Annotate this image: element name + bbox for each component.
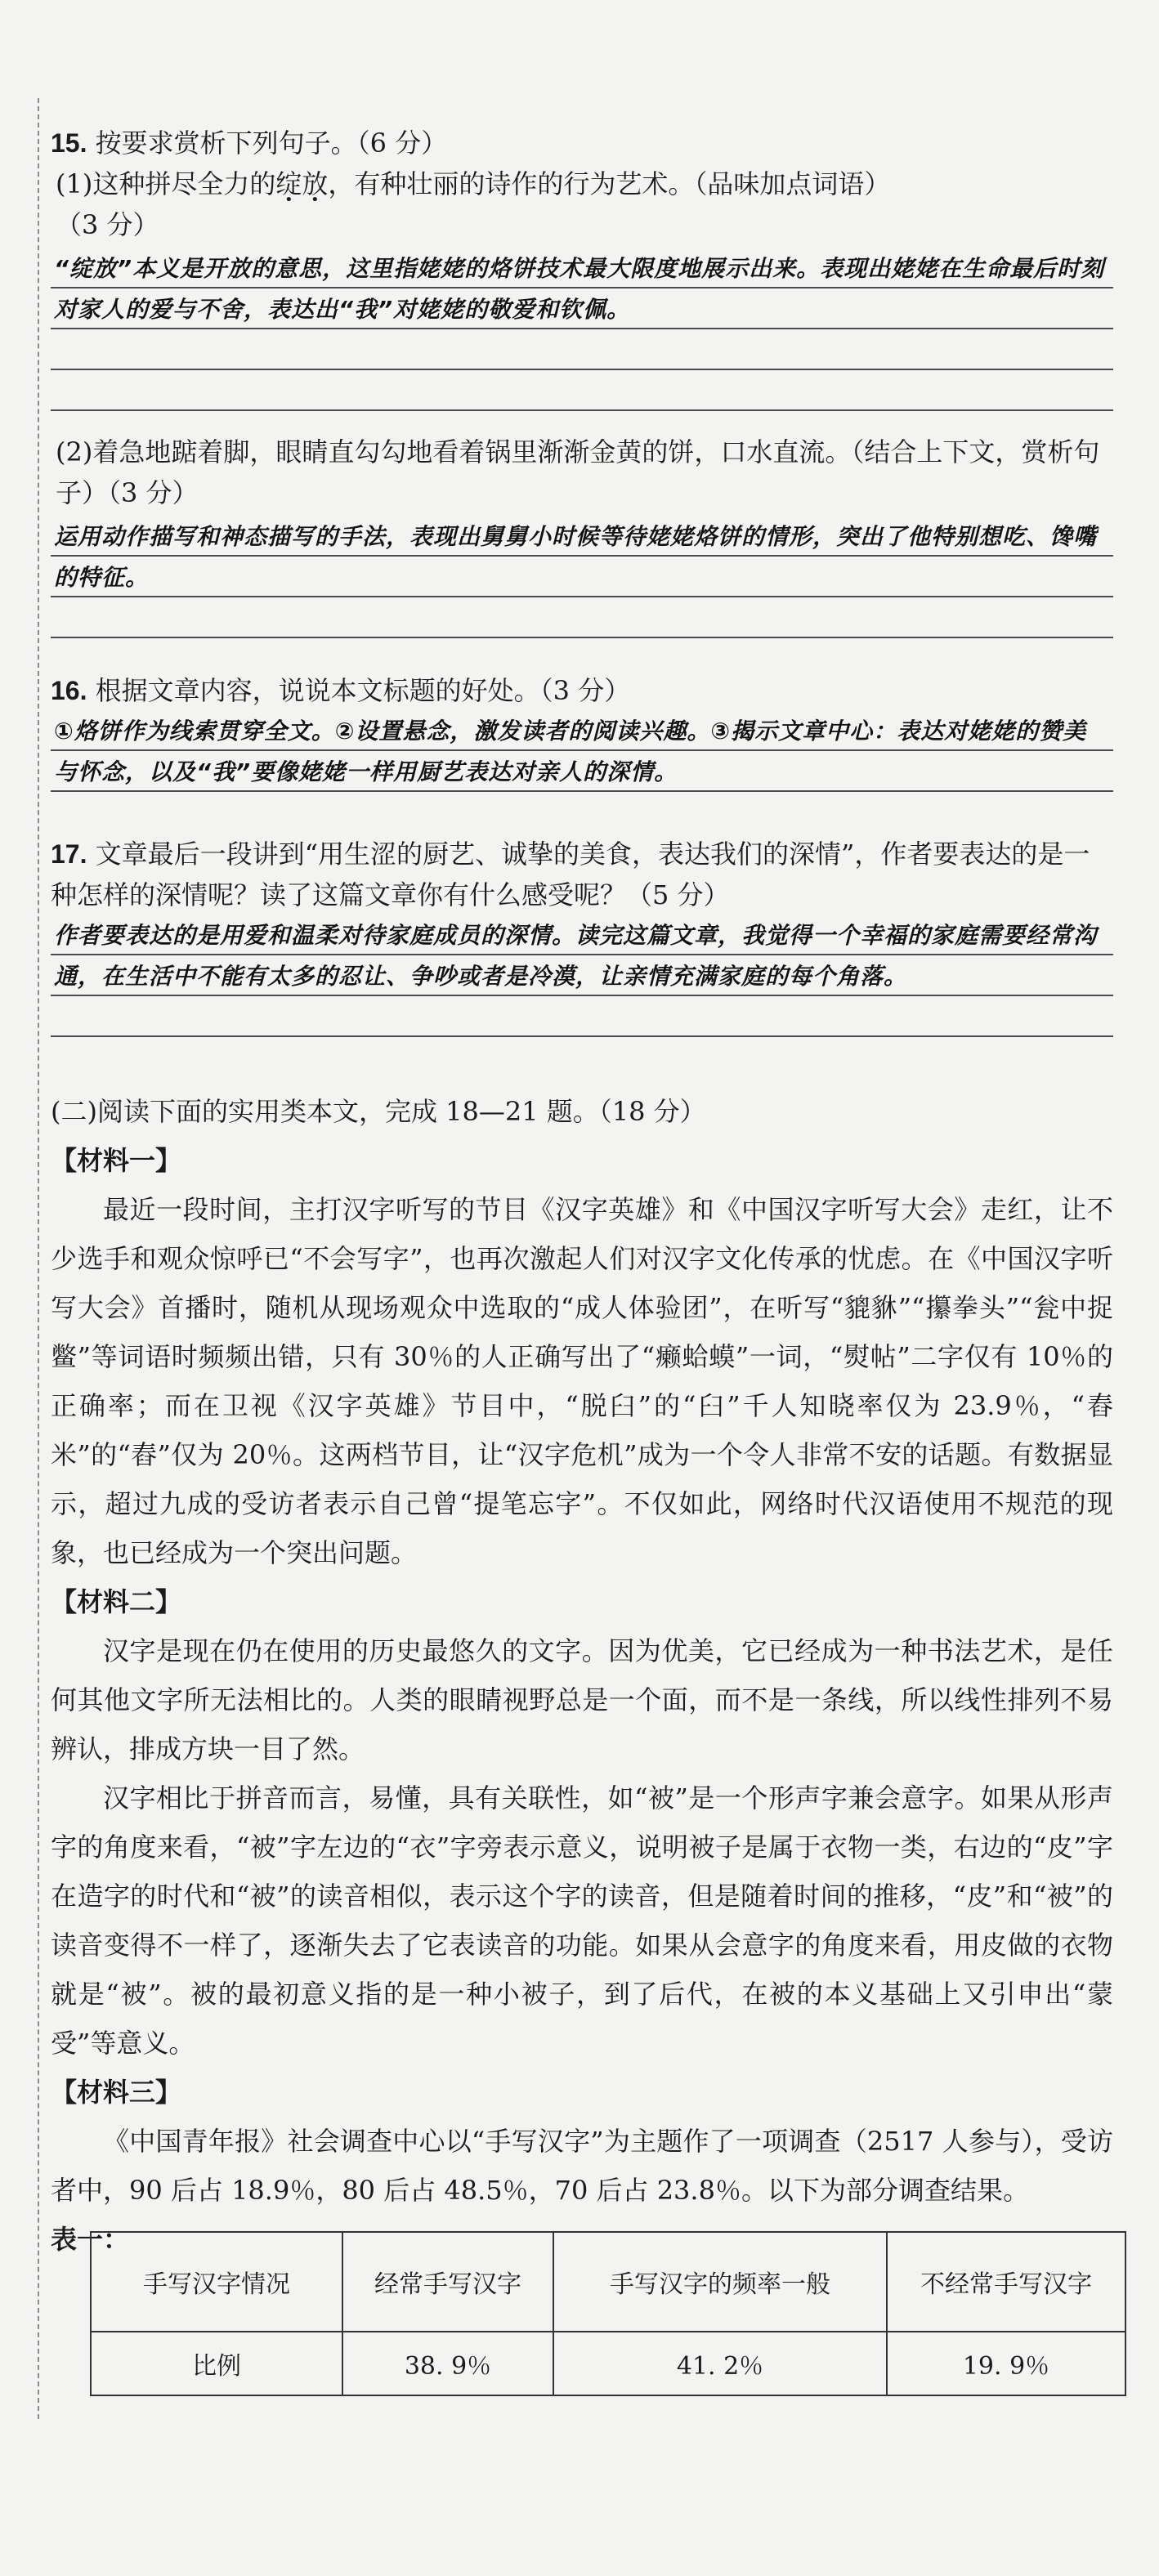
q15-part1 [51,163,1113,245]
material-1-text: 最近一段时间，主打汉字听写的节目《汉字英雄》和《中国汉字听写大会》走红，让不少选手和观众惊呼已“不会写字”，也再次激起人们对汉字文化传承的忧虑。在《中国汉字听写大会》首播时，随机从现场观众中选取的“成人体验团”，在听写“貔貅”“攥拳头”“瓮中捉鳖”等词语时频频出错，只有 30％的人正确写出了“癞蛤蟆”一词，“熨帖”二字仅有 10％的正确率；而在卫视《汉字英雄》节目中，“脱臼”的“臼”千人知晓率仅为 23.9％，“舂米”的“舂”仅为 20％。这两档节目，让“汉字危机”成为一个令人非常不安的话题。有数据显示，超过九成的受访者表示自己曾“提笔忘字”。不仅如此，网络时代汉语使用不规范的现象，也已经成为一个突出问题。 [51,1194,1113,1568]
q15-part1-score: （3 分） [56,209,159,240]
q16-prompt [51,670,1113,711]
section-2-heading: (二)阅读下面的实用类本文，完成 18—21 题。（18 分） [51,1096,706,1127]
material-2-para-2: 汉字相比于拼音而言，易懂，具有关联性，如“被”是一个形声字兼会意字。如果从形声字的角度来看，“被”字左边的“衣”字旁表示意义，说明被子是属于衣物一类，右边的“皮”字在造字的时代和“被”的读音相似，表示这个字的读音，但是随着时间的推移，“皮”和“被”的读音变得不一样了，逐渐失去了它表读音的功能。如果从会意字的角度来看，用皮做的衣物就是“被”。被的最初意义指的是一种小被子，到了后代，在被的本义基础上又引申出“蒙受”等意义。 [51,1782,1113,2059]
table-cell: 41. 2％ [553,2332,887,2395]
dotted-char-1: 绽 [275,168,302,199]
question-15 [51,123,1113,639]
dotted-char-2: 放 [302,168,329,199]
table-header-cell: 手写汉字情况 [91,2232,342,2332]
survey-table [90,2231,1126,2396]
material-1-title: 【材料一】 [51,1145,182,1176]
table-header-cell: 手写汉字的频率一般 [553,2232,887,2332]
q15-part1-text-before: (1)这种拼尽全力的 [56,168,276,199]
section-2 [51,1087,1113,2264]
q17-answer[interactable]: 作者要表达的是用爱和温柔对待家庭成员的深情。读完这篇文章，我觉得一个幸福的家庭需要经常沟通，在生活中不能有太多的忍让、争吵或者是冷漠，让亲情充满家庭的每个角落。 [51,915,1113,997]
q15-part2: (2)着急地踮着脚，眼睛直勾勾地看着锅里渐渐金黄的饼，口水直流。（结合上下文，赏析句子）（3 分） [56,436,1100,508]
table-cell: 19. 9％ [887,2332,1125,2395]
question-16 [51,670,1113,793]
table-header-row [91,2232,1125,2332]
answer-blank-line[interactable] [51,371,1113,412]
q15-part1-answer[interactable]: “绽放”本义是开放的意思，这里指姥姥的烙饼技术最大限度地展示出来。表现出姥姥在生命最后时刻对家人的爱与不舍，表达出“我”对姥姥的敬爱和钦佩。 [51,248,1113,330]
question-17 [51,834,1113,1038]
q15-part2-answer[interactable]: 运用动作描写和神态描写的手法，表现出舅舅小时候等待姥姥烙饼的情形，突出了他特别想吃、馋嘴的特征。 [51,517,1113,598]
answer-blank-line[interactable] [51,997,1113,1038]
survey-table-container [51,2231,1113,2396]
table-header-cell: 不经常手写汉字 [887,2232,1125,2332]
answer-blank-line[interactable] [51,598,1113,639]
q15-prompt-text: 按要求赏析下列句子。（6 分） [95,127,448,159]
q15-part1-text-after: ，有种壮丽的诗作的行为艺术。（品味加点词语） [328,168,891,199]
q16-answer[interactable]: ①烙饼作为线索贯穿全文。②设置悬念，激发读者的阅读兴趣。③揭示文章中心：表达对姥姥的赞美与怀念，以及“我”要像姥姥一样用厨艺表达对亲人的深情。 [51,711,1113,793]
material-2-title: 【材料二】 [51,1586,182,1617]
q15-number: 15. [51,128,87,158]
table-row [91,2332,1125,2395]
answer-blank-line[interactable] [51,330,1113,371]
q17-prompt [51,834,1113,915]
table-header-cell: 经常手写汉字 [342,2232,553,2332]
table-cell: 38. 9％ [342,2332,553,2395]
q16-prompt-text: 根据文章内容，说说本文标题的好处。（3 分） [95,675,631,706]
table-1-label: 表一： [51,2224,130,2255]
margin-dashed-line [38,98,39,2419]
material-2-para-1: 汉字是现在仍在使用的历史最悠久的文字。因为优美，它已经成为一种书法艺术，是任何其他文字所无法相比的。人类的眼睛视野总是一个面，而不是一条线，所以线性排列不易辨认，排成方块一目了然。 [51,1635,1113,1764]
table-cell: 比例 [91,2332,342,2395]
q15-prompt [51,123,1113,163]
material-3-text: 《中国青年报》社会调查中心以“手写汉字”为主题作了一项调查（2517 人参与），受访者中，90 后占 18.9％，80 后占 48.5％，70 后占 23.8％。以下为部分调查结果。 [51,2126,1113,2206]
q17-prompt-text: 文章最后一段讲到“用生涩的厨艺、诚挚的美食，表达我们的深情”，作者要表达的是一种怎样的深情呢？读了这篇文章你有什么感受呢？（5 分） [51,839,1090,910]
material-3-title: 【材料三】 [51,2077,182,2108]
q16-number: 16. [51,676,87,705]
q17-number: 17. [51,839,87,869]
